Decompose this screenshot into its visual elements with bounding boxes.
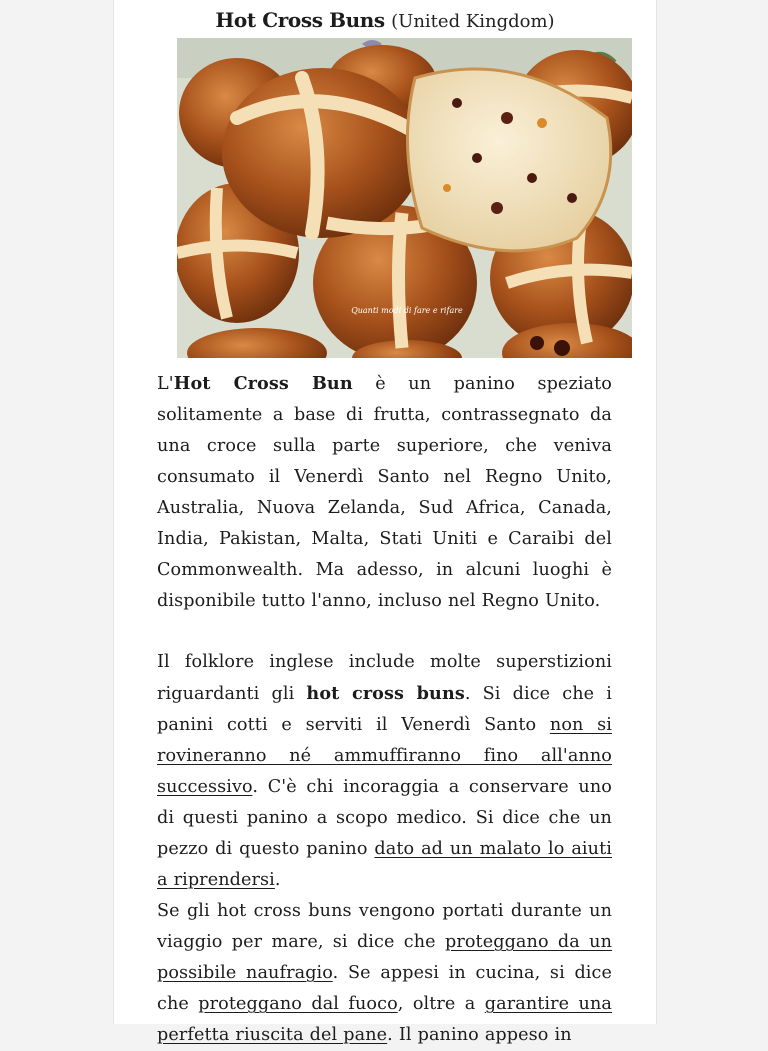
paragraph-3: Se gli hot cross buns vengono portati durante un viaggio per mare, si dice che proteggano da un possibile naufragio. Se appesi in cucina, si dice che proteggano dal fuoco, oltre a garantire una perfetta riuscita del pane. Il panino appeso in xyxy=(157,901,613,1045)
paragraph-1: L'Hot Cross Bun è un panino speziato solitamente a base di frutta, contrassegnato da una croce sulla parte superiore, che veniva consumato il Venerdì Santo nel Regno Unito, Australia, Nuova Zelanda, Sud Africa, Canada, India, Pakistan, Malta, Stati Uniti e Caraibi del Commonwealth. Ma adesso, in alcuni luoghi è disponibile tutto l'anno, incluso nel Regno Unito. xyxy=(157,373,612,611)
article-title xyxy=(114,5,656,37)
hot-cross-buns-term: hot cross buns xyxy=(306,683,465,704)
folklore-text xyxy=(157,647,612,1051)
underlined-phrase-shipwreck: proteggano da un possibile naufragio xyxy=(157,932,613,983)
underlined-phrase-bread: garantire una perfetta riuscita del pane xyxy=(157,994,613,1045)
title-main: Hot Cross Buns xyxy=(215,8,385,32)
article-page xyxy=(113,0,657,1045)
hot-cross-buns-photo xyxy=(177,38,632,358)
title-subtitle: (United Kingdom) xyxy=(391,11,555,32)
hot-cross-bun-term: Hot Cross Bun xyxy=(173,373,353,394)
underlined-phrase-no-mold: non si rovineranno né ammuffiranno fino all'anno successivo xyxy=(157,715,612,797)
photo-watermark: Quanti modi di fare e rifare xyxy=(351,306,463,315)
paragraph-2: Il folklore inglese include molte superstizioni riguardanti gli hot cross buns. Si dice che i panini cotti e serviti il Venerdì Santo non si rovineranno né ammuffiranno fino all'anno successivo. C'è chi incoraggia a conservare uno di questi panino a scopo medico. Si dice che un pezzo di questo panino dato ad un malato lo aiuti a riprendersi. xyxy=(157,652,612,890)
intro-text xyxy=(157,368,612,617)
underlined-phrase-fire: proteggano dal fuoco xyxy=(198,994,398,1014)
underlined-phrase-sick-person: dato ad un malato lo aiuti a riprendersi xyxy=(157,839,612,890)
